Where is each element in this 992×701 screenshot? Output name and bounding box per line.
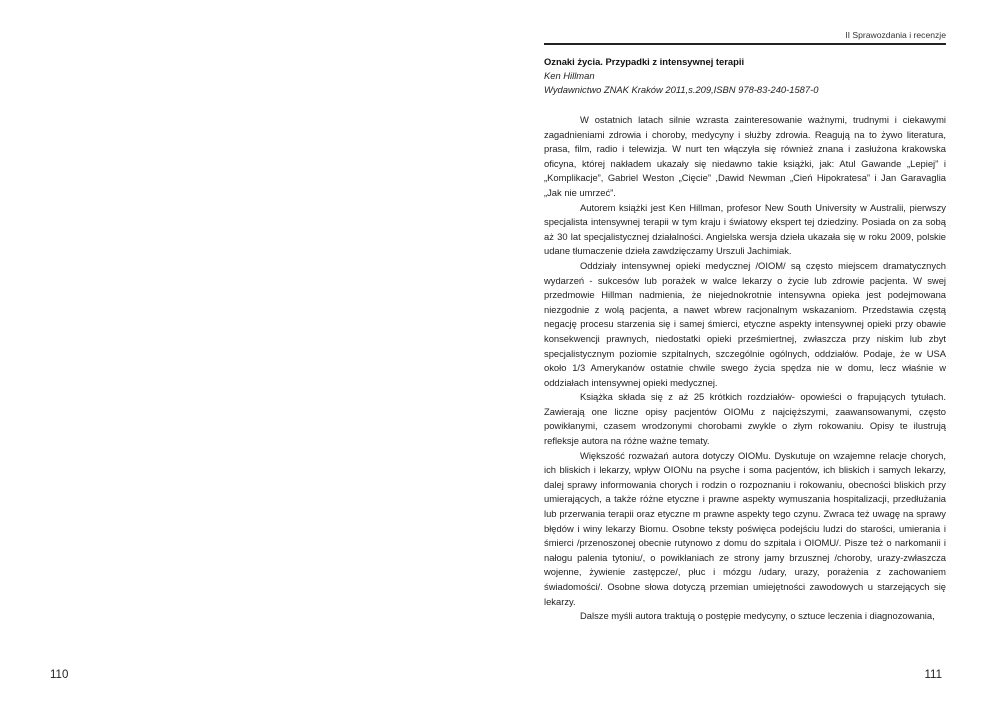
right-page xyxy=(496,0,992,701)
paragraph: Dalsze myśli autora traktują o postępie medycyny, o sztuce leczenia i diagnozowania, xyxy=(580,610,935,622)
page-number-right: 111 xyxy=(924,669,942,681)
paragraph: Autorem książki jest Ken Hillman, profesor New South University w Australii, pierwszy specjalista intensywnej terapii w tym kraju i światowy ekspert tej dziedziny. Posiada on za sobą aż 30 lat specjalistycznej działalności. Angielska wersja dzieła ukazała się w roku 2009, polskie udane tłumaczenie dzieła zawdzięczamy Urszuli Jachimiak. xyxy=(544,201,946,257)
running-header: II Sprawozdania i recenzje xyxy=(544,30,946,45)
paragraph: Oddziały intensywnej opieki medycznej /OIOM/ są często miejscem dramatycznych wydarzeń - sukcesów lub porażek w walce lekarzy o życie lub zdrowie pacjenta. W swej przedmowie Hillman nadmienia, że niejednokrotnie intensywna opieka jest podejmowana niezgodnie z wolą pacjenta, a nawet wbrew racjonalnym wskazaniom. Przedstawia częstą negację procesu starzenia się i samej śmierci, etyczne aspekty intensywnej opieki przy obawie konsekwencji prawnych, niedostatki opieki prześmiertnej, zwłaszcza przy niskim lub zbyt specjalistycznym poziomie szpitalnych, szczególnie ogólnych, oddziałów. Podaje, że w USA około 1/3 Amerykanów ostatnie chwile swego życia spędza nie w domu, lecz właśnie w oddziałach intensywnej opieki medycznej. xyxy=(544,259,946,388)
paragraph: Większość rozważań autora dotyczy OIOMu. Dyskutuje on wzajemne relacje chorych, ich bliskich i lekarzy, wpływ OIONu na psyche i soma pacjentów, ich bliskich i samych lekarzy, dalej sprawy informowania chorych i rodzin o rozpoznaniu i rokowaniu, obecności bliskich przy umierających, a także różne etyczne i prawne aspekty wymuszania hospitalizacji, przedłużania lub przerwania terapii oraz etyczne m prawne aspekty tego czynu. Zwraca też uwagę na sprawy błędów i winy lekarzy Biomu. Osobne teksty poświęca podejściu ludzi do starości, umierania i śmierci /przenoszonej obecnie rutynowo z domu do szpitala i OIOMU/. Pisze też o narkomanii i nałogu palenia tytoniu/, o powikłaniach ze strony jamy brzusznej /choroby, urazy-zwłaszcza wojenne, żywienie zastępcze/, płuc i mózgu /udary, urazy, porażenia z zachowaniem świadomości/. Osobne słowa dotyczą przemian umiejętności zawodowych u starzejących się lekarzy. xyxy=(544,449,946,607)
book-publisher: Wydawnictwo ZNAK Kraków 2011,s.209,ISBN 978-83-240-1587-0 xyxy=(544,84,819,95)
page-number-left: 110 xyxy=(50,669,69,681)
book-title: Oznaki życia. Przypadki z intensywnej terapii xyxy=(544,56,745,67)
book-author: Ken Hillman xyxy=(544,70,595,81)
review-body xyxy=(544,113,946,624)
book-info xyxy=(544,55,946,97)
paragraph: Książka składa się z aż 25 krótkich rozdziałów- opowieści o frapujących tytułach. Zawierają one liczne opisy pacjentów OIOMu z najcięższymi, zaawansowanymi, często powikłanymi, czasem wrodzonymi chorobami zwykle o złym rokowaniu. Opisy te ilustrują refleksje autora na różne ważne tematy. xyxy=(544,391,946,447)
paragraph: W ostatnich latach silnie wzrasta zainteresowanie ważnymi, trudnymi i ciekawymi zagadnieniami zdrowia i choroby, medycyny i służby zdrowia. Reagują na to żywo literatura, prasa, film, radio i telewizja. W nurt ten włączyła się również znana i zasłużona krakowska oficyna, której nakładem ukazały się niedawno takie książki, jak: Atul Gawande „Lepiej” i „Komplikacje”, Gabriel Weston „Cięcie” ,Dawid Newman „Cień Hipokratesa” i Jan Garavaglia „Jak nie umrzeć”. xyxy=(544,114,946,198)
